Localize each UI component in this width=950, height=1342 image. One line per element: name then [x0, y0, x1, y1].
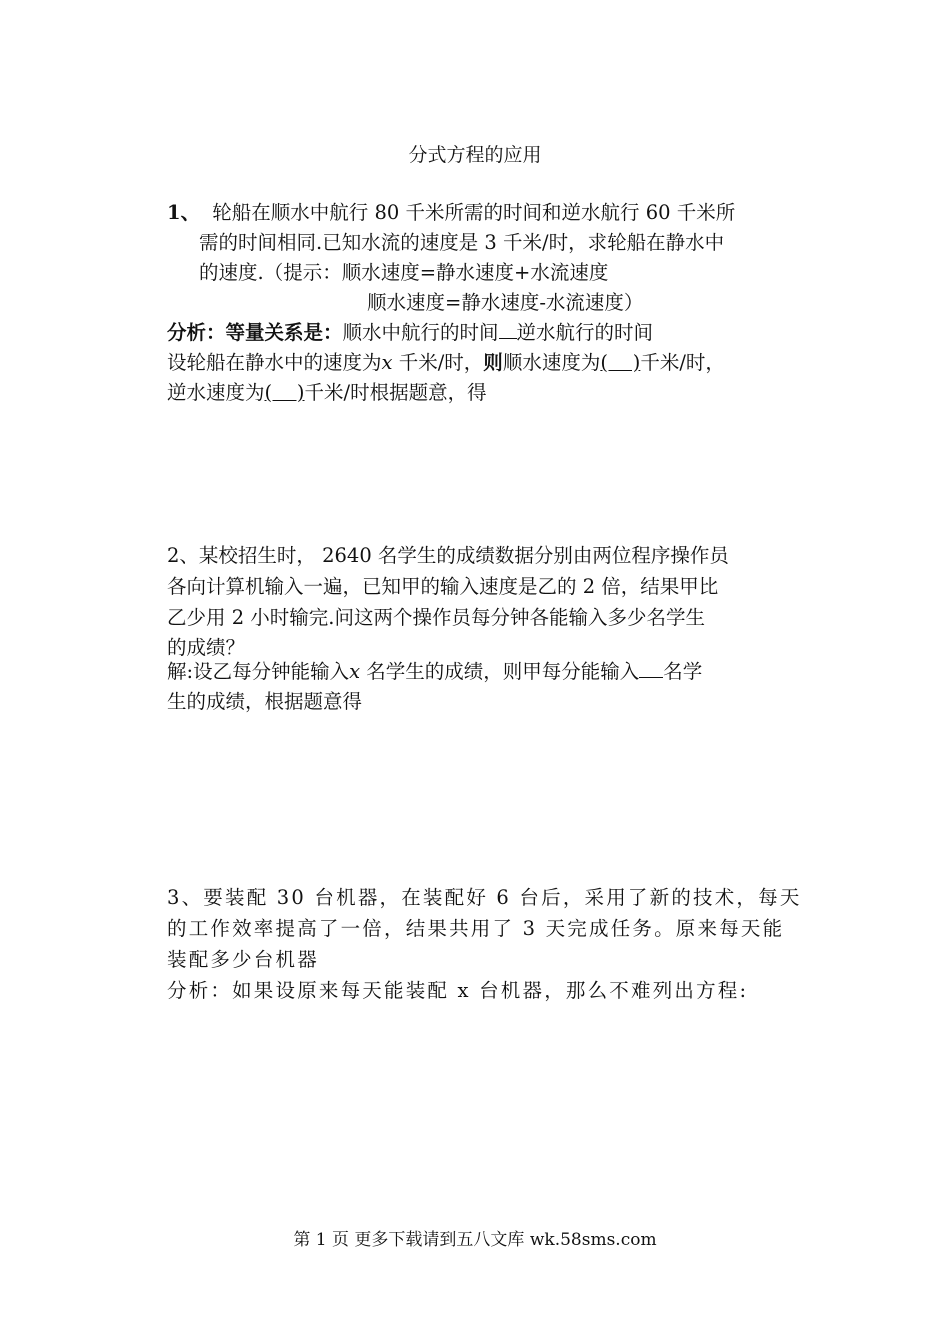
q2-var-x: x — [349, 660, 361, 683]
q1-setup — [167, 348, 725, 378]
q2-solution-b: 名学生的成绩，则甲每分能输入 — [360, 660, 640, 683]
q1-setup-a: 设轮船在静水中的速度为 — [167, 351, 382, 374]
q1-number: 1、 — [167, 201, 201, 224]
q3-line-2: 的工作效率提高了一倍，结果共用了 3 天完成任务。原来每天能 — [167, 917, 785, 940]
q2-solution-c: 名学 — [663, 660, 703, 683]
q2-line-2: 各向计算机输入一遍，已知甲的输入速度是乙的 2 倍，结果甲比 — [167, 575, 719, 598]
q1-setup-then: 则 — [483, 351, 503, 374]
q1-setup-d: 千米/时， — [640, 351, 725, 374]
q1-var-x: x — [381, 351, 393, 374]
q1-setup-2 — [167, 378, 487, 408]
q1-text-1: 轮船在顺水中航行 80 千米所需的时间和逆水航行 60 千米所 — [212, 201, 736, 224]
q3-line-1: 3、要装配 30 台机器，在装配好 6 台后，采用了新的技术，每天 — [167, 886, 802, 909]
page-footer: 第 1 页 更多下载请到五八文库 wk.58sms.com — [293, 1230, 657, 1250]
q2-line-1: 2、某校招生时， 2640 名学生的成绩数据分别由两位程序操作员 — [167, 544, 729, 567]
q1-line-1 — [167, 198, 735, 228]
document-title: 分式方程的应用 — [408, 144, 542, 166]
q1-answer-blank — [499, 318, 517, 339]
q1-upstream-label: 逆水速度为 — [167, 381, 265, 404]
q1-line-2: 需的时间相同.已知水流的速度是 3 千米/时，求轮船在静水中 — [199, 231, 725, 254]
q3-line-4: 分析：如果设原来每天能装配 x 台机器，那么不难列出方程: — [167, 979, 749, 1002]
q1-analysis — [167, 318, 653, 348]
q1-setup-b: 千米/时， — [392, 351, 484, 374]
q1-analysis-b: 逆水航行的时间 — [516, 321, 654, 344]
q1-setup-c: 顺水速度为 — [502, 351, 601, 374]
q2-solution — [167, 657, 702, 687]
q1-analysis-a: 顺水中航行的时间 — [342, 321, 499, 344]
q1-setup-end: 千米/时根据题意，得 — [304, 381, 487, 404]
q1-line-3: 的速度.（提示：顺水速度=静水速度+水流速度 — [199, 261, 609, 284]
q2-line-6: 生的成绩，根据题意得 — [167, 690, 363, 713]
q2-solution-a: 解:设乙每分钟能输入 — [167, 660, 350, 683]
q2-line-4: 的成绩？ — [167, 636, 246, 659]
q1-upstream-blank: ( ) — [264, 381, 305, 404]
q2-answer-blank — [639, 657, 663, 678]
q2-line-3: 乙少用 2 小时输完.问这两个操作员每分钟各能输入多少名学生 — [167, 606, 706, 629]
q1-analysis-label: 分析：等量关系是： — [167, 321, 343, 344]
q3-line-3: 装配多少台机器 — [167, 948, 319, 971]
q1-line-4: 顺水速度=静水速度-水流速度） — [367, 291, 644, 314]
q1-downstream-blank: ( ) — [600, 351, 641, 374]
